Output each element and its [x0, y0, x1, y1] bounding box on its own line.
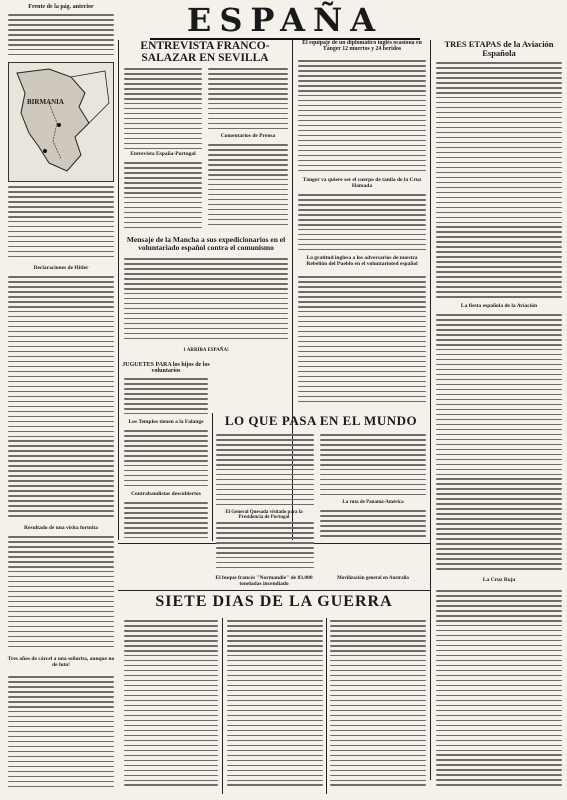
- right-heading-3: La Cruz Roja: [482, 577, 516, 583]
- main-article-text-b: [124, 162, 202, 232]
- world-col-a-text: [216, 434, 314, 508]
- left-article-text: [8, 14, 114, 60]
- center-article-text: [298, 60, 426, 175]
- column-rule: [212, 413, 213, 541]
- section-rule: [118, 590, 430, 591]
- right-article-text: [436, 62, 562, 302]
- column-rule: [118, 40, 119, 540]
- center-sub-1: Tánger va quiere ser el cuerpo de tanila de la Cruz Hamada: [302, 177, 422, 189]
- world-col-a2-text: [216, 522, 314, 572]
- war-col-1-text: [124, 620, 218, 794]
- main-article-text-d: [208, 144, 288, 232]
- map-label: BIRMANIA: [27, 98, 64, 106]
- masthead: [150, 2, 420, 40]
- world-col-b-text: [320, 434, 426, 498]
- map-figure: [8, 62, 114, 182]
- world-sub-1: El General Quesada visitado para la Presidencia de Portugal: [225, 510, 303, 521]
- juguetes-text: [124, 378, 208, 418]
- center-headline: El equipaje de un diplomático inglés ocasiona en Tánger 12 muertos y 24 heridos: [302, 40, 422, 53]
- column-rule: [326, 618, 327, 794]
- left-top-heading: Frente de la pág. anterior: [28, 4, 94, 10]
- right-headline: TRES ETAPAS de la Aviación Española: [444, 39, 554, 58]
- column-rule: [430, 40, 431, 780]
- contrabandistas-text: [124, 502, 208, 542]
- map-caption-text: [8, 186, 114, 264]
- main-sub-1: Entrevista España-Portugal: [130, 151, 196, 157]
- left-article-3-text: [8, 536, 114, 654]
- left-heading-2: Declaraciones de Hitler: [33, 265, 89, 271]
- templos-text: [124, 430, 208, 490]
- left-article-4-text: [8, 676, 114, 794]
- war-headline: SIETE DIAS DE LA GUERRA: [155, 593, 393, 610]
- war-col-3-text: [330, 620, 426, 794]
- left-article-2-text: [8, 276, 114, 521]
- world-sub-4: Movilización general en Australia: [337, 576, 409, 581]
- main-article-text-c: [208, 68, 288, 132]
- right-heading-2: La fiesta española de la Aviación: [460, 303, 538, 309]
- world-col-b2-text: [320, 510, 426, 540]
- masthead-title: ESPAÑA: [186, 1, 384, 39]
- main-article-text-a: [124, 68, 202, 152]
- right-article-3-text: [436, 590, 562, 790]
- column-rule: [222, 618, 223, 794]
- main-sub-5: Contrabandistas descubiertos: [131, 491, 201, 497]
- mensaje-text: [124, 258, 288, 344]
- map-drawing: [9, 63, 113, 181]
- world-headline: LO QUE PASA EN EL MUNDO: [224, 413, 418, 428]
- center-article-3-text: [298, 276, 426, 406]
- main-sub-4: Los Templos tienen a la Falange: [128, 419, 204, 425]
- center-article-2-text: [298, 194, 426, 254]
- left-heading-3: Resultado de una visita fortuita: [24, 525, 98, 531]
- main-signature: 1 ARRIBA ESPAÑA!: [183, 348, 229, 353]
- main-sub-2: Comentarios de Prensa: [220, 133, 276, 139]
- main-headline: ENTREVISTA FRANCO-SALAZAR EN SEVILLA: [140, 40, 270, 65]
- war-col-2-text: [227, 620, 323, 794]
- world-sub-3: La ruta de Panamá-América: [342, 500, 404, 505]
- main-sub-3: JUGUETES PARA los hijos de los voluntarios: [122, 362, 210, 375]
- main-headline-2: Mensaje de la Mancha a sus expedicionarios en el voluntariado español contra el comunismo: [126, 235, 286, 252]
- center-sub-2: La gratitud inglesa a los adversarios de nuestra Rebelión del Pueblo en el voluntarioted español: [306, 255, 418, 267]
- world-sub-2: El buque francés "Normandie" de 83.000 toneladas incendiado: [215, 575, 313, 587]
- left-heading-4: Tres años de cárcel a una señorita, aunque no de luto!: [7, 656, 115, 668]
- right-article-2-text: [436, 314, 562, 574]
